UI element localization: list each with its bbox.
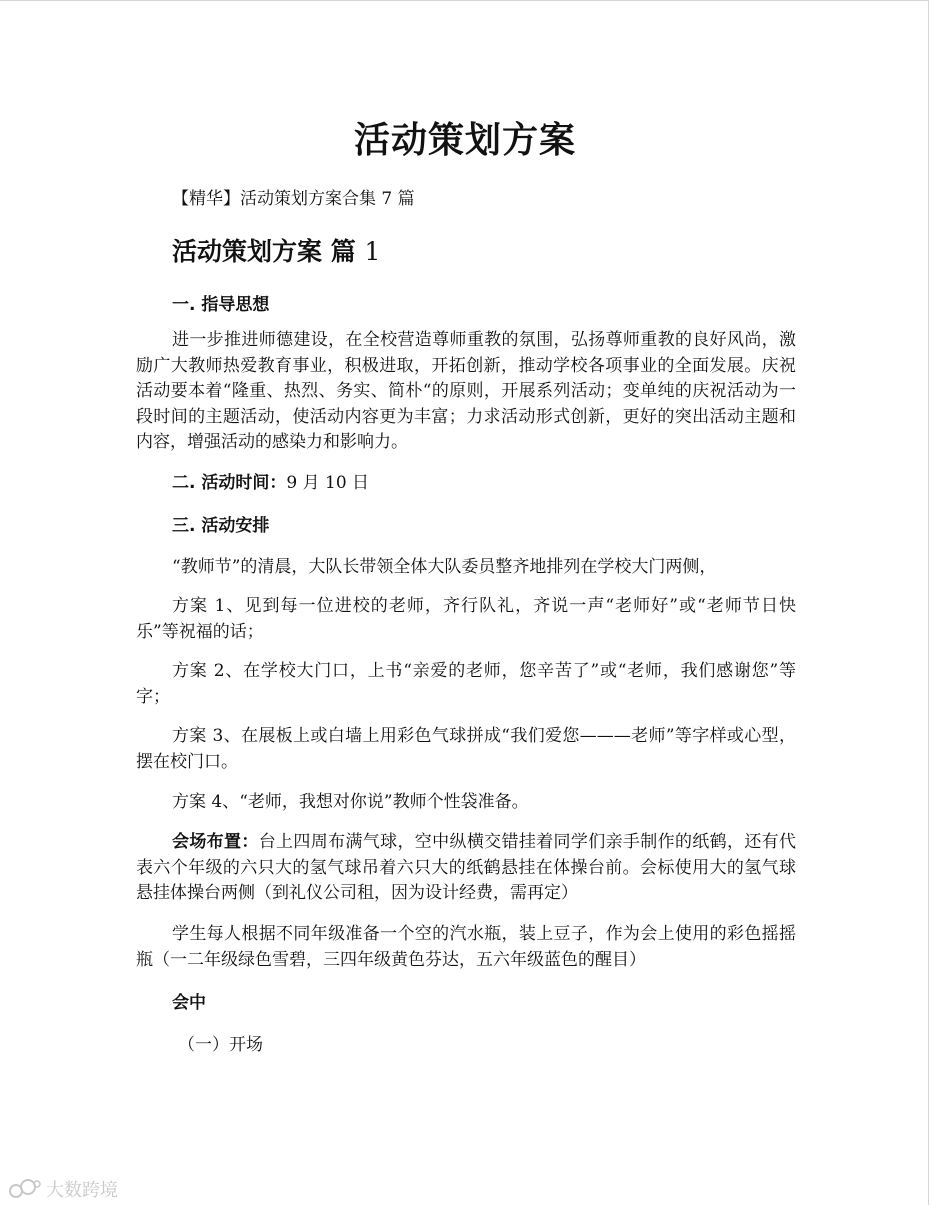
paragraph-plan-3: 方案 3、在展板上或白墙上用彩色气球拼成“我们爱您———老师”等字样或心型，摆在校门口。: [136, 726, 796, 772]
venue-layout-text: 台上四周布满气球，空中纵横交错挂着同学们亲手制作的纸鹤，还有代表六个年级的六只大的氢气球吊着六只大的纸鹤悬挂在体操台前。会标使用大的氢气球悬挂体操台两侧（到礼仪公司租，因为设计经费，需再定）: [136, 832, 797, 903]
paragraph-plan-4: 方案 4、“老师，我想对你说”教师个性袋准备。: [172, 792, 529, 812]
paragraph-shaker-bottles: 学生每人根据不同年级准备一个空的汽水瓶，装上豆子，作为会上使用的彩色摇摇瓶（一二年级绿色雪碧，三四年级黄色芬达，五六年级蓝色的醒目）: [136, 924, 796, 970]
heading-during-meeting: 会中: [172, 993, 206, 1013]
venue-layout-label: 会场布置：: [172, 832, 259, 852]
paragraph-guiding-thought: 进一步推进师德建设，在全校营造尊师重教的氛围，弘扬尊师重教的良好风尚，激励广大教师热爱教育事业，积极进取，开拓创新，推动学校各项事业的全面发展。庆祝活动要本着“隆重、热烈、务实、简朴“的原则，开展系列活动；变单纯的庆祝活动为一段时间的主题活动，使活动内容更为丰富；力求活动形式创新，更好的突出活动主题和内容，增强活动的感染力和影响力。: [136, 330, 796, 452]
section-title: [172, 232, 380, 268]
document-title: 活动策划方案: [353, 120, 576, 161]
activity-time-value: 9 月 10 日: [286, 473, 370, 493]
line-opening: （一）开场: [178, 1035, 263, 1055]
document-subtitle: 【精华】活动策划方案合集 7 篇: [172, 189, 415, 209]
watermark: [8, 1176, 118, 1202]
paragraph-plan-1: 方案 1、见到每一位进校的老师，齐行队礼，齐说一声“老师好”或“老师节日快乐”等祝福的话；: [136, 596, 796, 642]
paragraph-plan-2: 方案 2、在学校大门口，上书“亲爱的老师，您辛苦了”或“老师，我们感谢您”等字；: [136, 661, 796, 707]
section-number: 1: [364, 237, 381, 266]
watermark-text: 大数跨境: [46, 1180, 118, 1201]
heading-activity-time: [172, 468, 369, 493]
bubble-logo-icon: [8, 1178, 42, 1200]
paragraph-venue-layout: [136, 830, 796, 907]
line-morning: “教师节”的清晨，大队长带领全体大队委员整齐地排列在学校大门两侧，: [172, 557, 717, 577]
heading-activity-arrangement: 三. 活动安排: [172, 516, 270, 536]
heading-guiding-thought: 一. 指导思想: [172, 295, 270, 315]
activity-time-label: 二. 活动时间：: [172, 473, 287, 493]
section-title-text: 活动策划方案 篇: [172, 237, 356, 266]
